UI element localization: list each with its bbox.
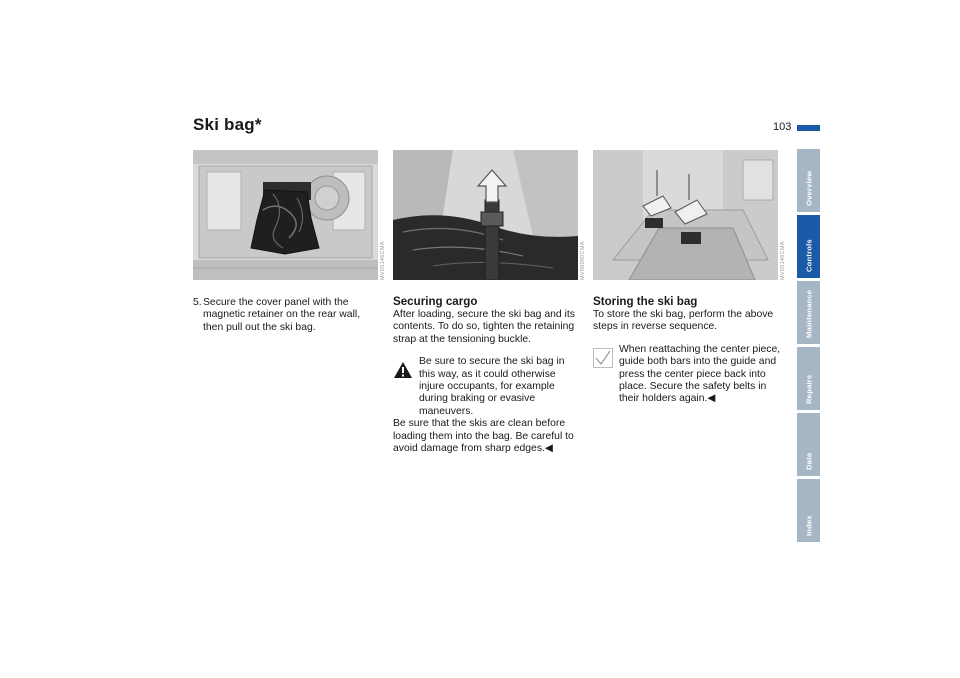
page-title: Ski bag*: [193, 115, 262, 134]
step-5: [193, 297, 373, 334]
securing-strap-illustration: [393, 150, 578, 280]
tab-label: Index: [804, 515, 813, 536]
figure-code: MV06090CMA: [580, 241, 586, 280]
note-check-icon: [593, 348, 613, 368]
securing-cargo-paragraph: After loading, secure the ski bag and its contents. To do so, tighten the retaining strap at the tensioning buckle.: [393, 309, 575, 345]
note-notice: [593, 344, 785, 406]
page-number: 103: [773, 121, 792, 133]
figure-cargo-area: [193, 150, 378, 280]
storing-paragraph: To store the ski bag, perform the above steps in reverse sequence.: [593, 309, 774, 333]
figure-storing-bag: [593, 150, 778, 280]
tab-repairs[interactable]: [797, 347, 820, 410]
storing-bag-illustration: [593, 150, 778, 280]
tab-label: Repairs: [804, 374, 813, 404]
tab-data[interactable]: [797, 413, 820, 476]
warning-notice: [393, 356, 579, 455]
figure-securing-strap: [393, 150, 578, 280]
section-storing-ski-bag: [593, 295, 785, 406]
securing-cargo-heading: Securing cargo: [393, 295, 478, 308]
step-text: Secure the cover panel with the magnetic retainer on the rear wall, then pull out the ski bag.: [203, 297, 361, 333]
figure-code: MV05148CMA: [780, 241, 786, 280]
page-marker: [797, 125, 820, 131]
cargo-area-illustration: [193, 150, 378, 280]
warning-notice-text: Be sure to secure the ski bag in this way, as it could otherwise injure occupants, for example during braking or evasive maneuvers.: [419, 356, 565, 417]
side-tabs: [797, 149, 820, 545]
tab-label: Data: [804, 452, 813, 470]
tab-label: Overview: [804, 170, 813, 206]
tab-index[interactable]: [797, 479, 820, 542]
note-notice-text: When reattaching the center piece, guide both bars into the guide and press the center piece back into place. Secure the safety belts in their holders again.◀: [619, 343, 781, 405]
warning-notice-text-2: Be sure that the skis are clean before loading them into the bag. Be careful to avoid damage from sharp edges.◀: [393, 418, 574, 455]
tab-controls[interactable]: [797, 215, 820, 278]
step-number: 5.: [193, 297, 202, 308]
tab-label: Maintenance: [804, 289, 813, 338]
storing-heading: Storing the ski bag: [593, 295, 698, 308]
figure-code: MV05146CMA: [380, 241, 386, 280]
tab-overview[interactable]: [797, 149, 820, 212]
tab-label: Controls: [804, 239, 813, 272]
section-securing-cargo: [393, 295, 579, 455]
warning-triangle-icon: [393, 360, 413, 380]
tab-maintenance[interactable]: [797, 281, 820, 344]
